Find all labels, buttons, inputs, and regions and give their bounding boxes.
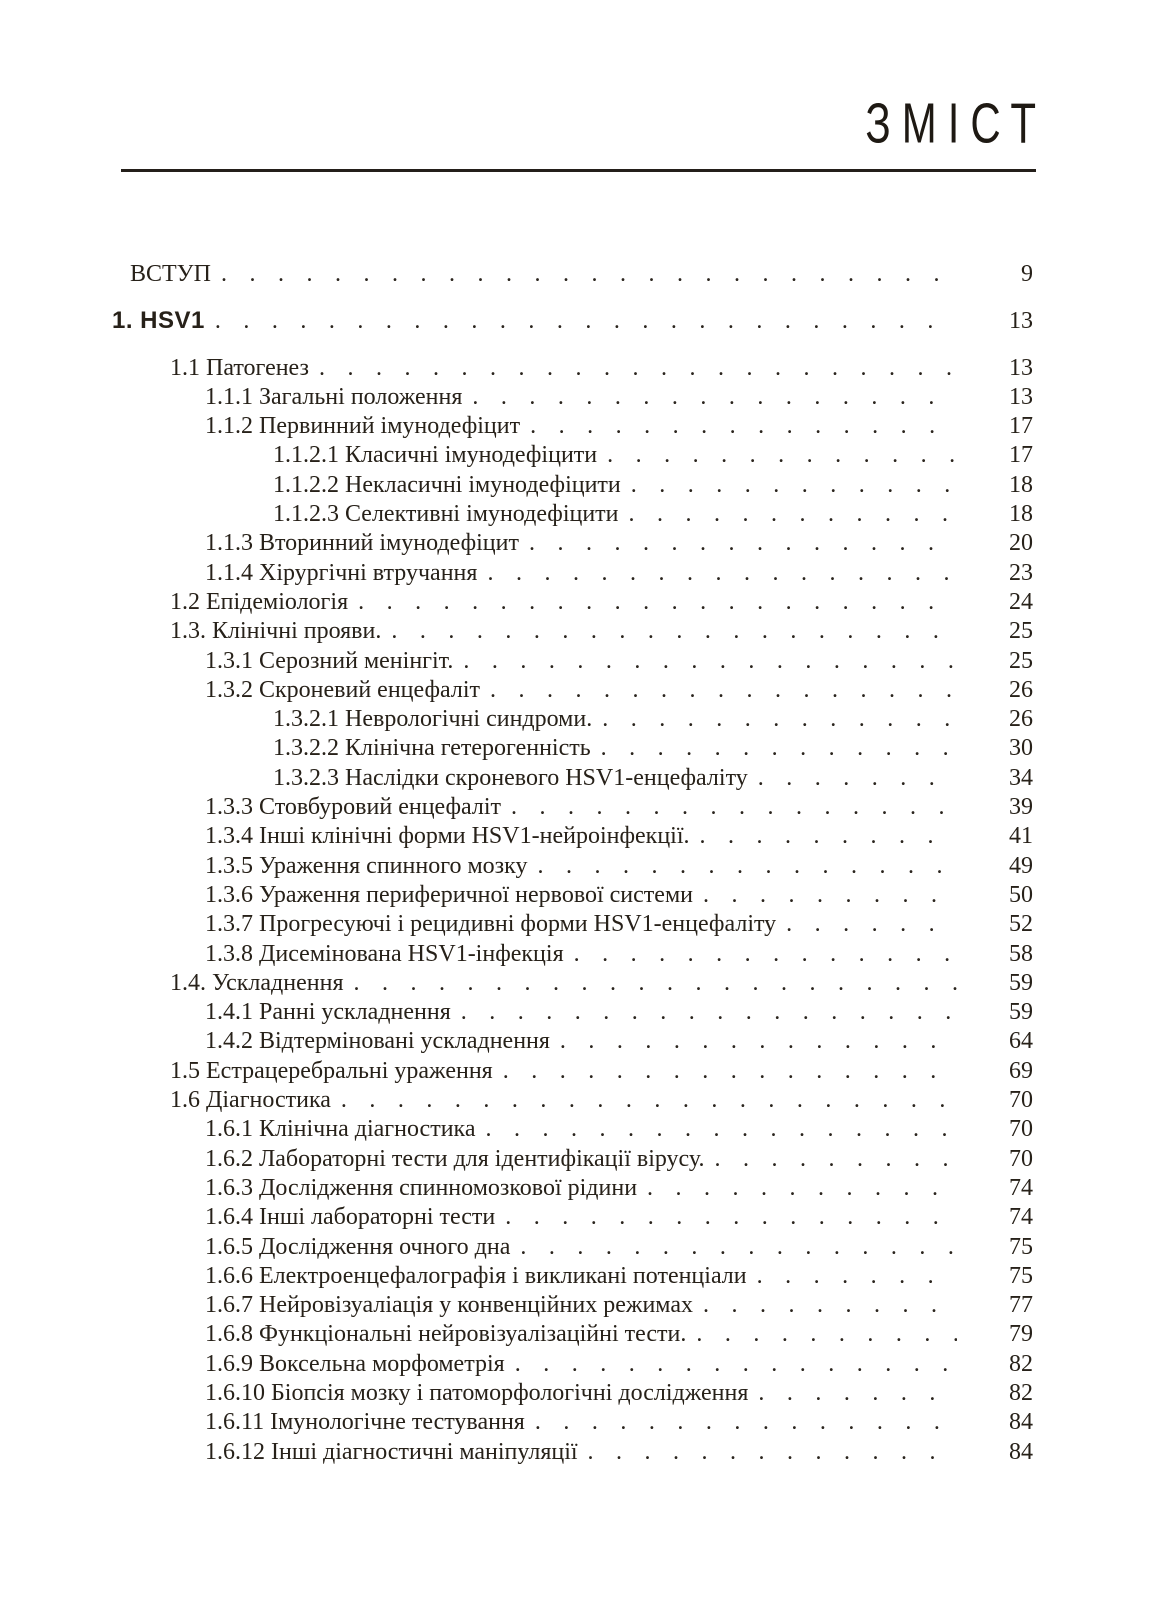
dot-leader	[511, 793, 957, 822]
toc-entry	[112, 647, 1033, 676]
dot-leader	[537, 852, 957, 881]
toc-entry	[112, 852, 1033, 881]
toc-entry-page: 30	[1009, 735, 1033, 762]
toc-entry-page: 59	[1009, 969, 1033, 996]
dot-leader	[714, 1145, 957, 1174]
toc-entry-label: 1.6.6 Електроенцефалографія і викликані потенціали	[205, 1262, 747, 1289]
dot-leader	[529, 529, 957, 558]
toc-entry-page: 84	[1009, 1438, 1033, 1465]
dot-leader	[221, 260, 957, 289]
toc-entry-page: 70	[1009, 1116, 1033, 1143]
toc-entry-page: 20	[1009, 530, 1033, 557]
toc-entry	[112, 1115, 1033, 1144]
toc-entry	[112, 705, 1033, 734]
dot-leader	[485, 1115, 957, 1144]
dot-leader	[607, 441, 957, 470]
dot-leader	[530, 412, 957, 441]
toc-entry-label: 1.3.2 Скроневий енцефаліт	[205, 676, 481, 703]
title-line	[121, 91, 1047, 156]
toc-entry-page: 79	[1009, 1321, 1033, 1348]
toc-entry-label: 1.6.3 Дослідження спинномозкової рідини	[205, 1174, 638, 1201]
toc-entry-page: 82	[1009, 1379, 1033, 1406]
toc-entry-label: 1.6.12 Інші діагностичні маніпуляції	[205, 1438, 578, 1465]
page-title: ЗМІСТ	[865, 91, 1047, 155]
dot-leader	[461, 998, 957, 1027]
dot-leader	[631, 471, 957, 500]
toc-entry	[112, 471, 1033, 500]
toc-entry-page: 26	[1009, 676, 1033, 703]
dot-leader	[758, 1379, 957, 1408]
toc-entry-page: 64	[1009, 1028, 1033, 1055]
toc-entry	[112, 500, 1033, 529]
dot-leader	[629, 500, 957, 529]
toc-entry-label: 1.3.2.3 Наслідки скроневого HSV1-енцефаліту	[273, 764, 748, 791]
toc-entry	[112, 1145, 1033, 1174]
dot-leader	[647, 1174, 957, 1203]
toc-entry	[112, 588, 1033, 617]
dot-leader	[505, 1203, 957, 1232]
toc-entry	[112, 1408, 1033, 1437]
toc-entry-label: 1.1 Патогенез	[170, 354, 309, 381]
toc-entry	[112, 441, 1033, 470]
toc-entry-page: 34	[1009, 764, 1033, 791]
dot-leader	[758, 764, 957, 793]
toc-entry-label: 1.4. Ускладнення	[170, 969, 344, 996]
toc-entry	[112, 1027, 1033, 1056]
toc-entry	[112, 383, 1033, 412]
toc-entry-page: 13	[1009, 354, 1033, 381]
dot-leader	[602, 705, 957, 734]
toc-entry-page: 25	[1009, 618, 1033, 645]
toc-entry	[112, 940, 1033, 969]
page-header	[121, 0, 1047, 172]
toc-entry-page: 24	[1009, 588, 1033, 615]
toc-entry-label: 1.3.2.2 Клінічна гетерогенність	[273, 735, 591, 762]
toc-entry-label: 1.6.5 Дослідження очного дна	[205, 1233, 511, 1260]
toc-entry-page: 18	[1009, 501, 1033, 528]
toc-entry	[112, 1057, 1033, 1086]
toc-entry-page: 49	[1009, 852, 1033, 879]
dot-leader	[319, 354, 957, 383]
dot-leader	[703, 881, 957, 910]
toc-entry-label: 1.3.7 Прогресуючі і рецидивні форми HSV1-енцефаліту	[205, 911, 777, 938]
toc-entry	[112, 1203, 1033, 1232]
toc-entry	[112, 822, 1033, 851]
toc-entry	[112, 617, 1033, 646]
dot-leader	[560, 1027, 957, 1056]
toc-entry	[112, 734, 1033, 763]
toc-entry	[112, 412, 1033, 441]
toc-entry-page: 58	[1009, 940, 1033, 967]
toc-entry-page: 13	[1009, 308, 1033, 335]
toc-entry-page: 39	[1009, 794, 1033, 821]
toc-entry-page: 77	[1009, 1292, 1033, 1319]
dot-leader	[472, 383, 957, 412]
toc-entry-label: 1.1.4 Хірургічні втручання	[205, 559, 478, 586]
toc-entry-page: 74	[1009, 1174, 1033, 1201]
toc-entry-page: 18	[1009, 471, 1033, 498]
toc-entry-page: 82	[1009, 1350, 1033, 1377]
dot-leader	[696, 1320, 957, 1349]
dot-leader	[574, 940, 957, 969]
dot-leader	[391, 617, 957, 646]
toc-entry-label: 1.3.1 Серозний менінгіт.	[205, 647, 454, 674]
toc-entry-label: 1.5 Естрацеребральні ураження	[170, 1057, 493, 1084]
toc-entry-page: 70	[1009, 1145, 1033, 1172]
toc-entry	[112, 969, 1033, 998]
dot-leader	[588, 1438, 957, 1467]
toc-entry	[112, 306, 1033, 336]
toc-entry-page: 17	[1009, 413, 1033, 440]
toc-entry	[112, 260, 1033, 289]
toc-entry-label: 1.1.2.3 Селективні імунодефіцити	[273, 501, 619, 528]
toc-entry-label: 1.3. Клінічні прояви.	[170, 618, 382, 645]
toc-entry-label: 1.6.4 Інші лабораторні тести	[205, 1204, 496, 1231]
toc-entry-label: 1.4.1 Ранні ускладнення	[205, 999, 451, 1026]
toc-entry-label: 1.6.11 Імунологічне тестування	[205, 1409, 525, 1436]
dot-leader	[535, 1408, 957, 1437]
toc-entry-label: 1.1.2 Первинний імунодефіцит	[205, 413, 521, 440]
toc-entry	[112, 1233, 1033, 1262]
toc-entry	[112, 1379, 1033, 1408]
toc-entry-page: 75	[1009, 1233, 1033, 1260]
toc-entry-label: 1.1.2.2 Некласичні імунодефіцити	[273, 471, 621, 498]
toc-entry-label: 1.1.2.1 Класичні імунодефіцити	[273, 442, 598, 469]
toc-entry-label: 1.6.7 Нейровізуаліація у конвенційних режимах	[205, 1292, 693, 1319]
toc-entry-page: 25	[1009, 647, 1033, 674]
toc-entry	[112, 1320, 1033, 1349]
toc-entry-label: 1.6.10 Біопсія мозку і патоморфологічні дослідження	[205, 1379, 749, 1406]
toc-entry-label: 1.4.2 Відтерміновані ускладнення	[205, 1028, 550, 1055]
toc-entry-label: 1.6.1 Клінічна діагностика	[205, 1116, 476, 1143]
toc-entry	[112, 1438, 1033, 1467]
toc-entry-page: 26	[1009, 706, 1033, 733]
dot-leader	[757, 1262, 957, 1291]
dot-leader	[353, 969, 957, 998]
toc-entry	[112, 1291, 1033, 1320]
toc-entry	[112, 793, 1033, 822]
toc-entry-label: 1.3.2.1 Неврологічні синдроми.	[273, 706, 593, 733]
toc-entry-label: ВСТУП	[130, 261, 211, 287]
dot-leader	[786, 910, 957, 939]
toc-entry	[112, 1350, 1033, 1379]
toc-entry	[112, 1262, 1033, 1291]
toc-entry-label: 1.6.9 Воксельна морфометрія	[205, 1350, 505, 1377]
toc-entry-label: 1.1.1 Загальні положення	[205, 383, 463, 410]
toc-entry-label: 1.1.3 Вторинний імунодефіцит	[205, 530, 519, 557]
dot-leader	[358, 588, 957, 617]
dot-leader	[503, 1057, 957, 1086]
toc-entry-page: 75	[1009, 1262, 1033, 1289]
toc-entry	[112, 529, 1033, 558]
dot-leader	[215, 307, 957, 336]
toc-list	[112, 172, 1033, 1467]
toc-entry-page: 17	[1009, 442, 1033, 469]
toc-entry	[112, 676, 1033, 705]
toc-entry	[112, 998, 1033, 1027]
dot-leader	[341, 1086, 957, 1115]
toc-entry-page: 50	[1009, 881, 1033, 908]
dot-leader	[601, 734, 957, 763]
dot-leader	[520, 1233, 957, 1262]
toc-entry	[112, 354, 1033, 383]
toc-entry-page: 74	[1009, 1204, 1033, 1231]
toc-entry-label: 1.6.2 Лабораторні тести для ідентифікації вірусу.	[205, 1145, 705, 1172]
toc-entry	[112, 559, 1033, 588]
toc-entry-label: 1. HSV1	[112, 307, 205, 335]
toc-entry-page: 41	[1009, 823, 1033, 850]
toc-entry	[112, 764, 1033, 793]
toc-entry	[112, 881, 1033, 910]
toc-entry-label: 1.2 Епідеміологія	[170, 588, 349, 615]
toc-entry-page: 69	[1009, 1057, 1033, 1084]
toc-entry-page: 70	[1009, 1087, 1033, 1114]
toc-entry-page: 52	[1009, 911, 1033, 938]
toc-entry-label: 1.3.8 Дисемінована HSV1-інфекція	[205, 940, 564, 967]
toc-entry-label: 1.3.5 Ураження спинного мозку	[205, 852, 528, 879]
toc-entry	[112, 1174, 1033, 1203]
toc-entry-label: 1.3.4 Інші клінічні форми HSV1-нейроінфекції.	[205, 823, 690, 850]
toc-entry-label: 1.6 Діагностика	[170, 1087, 331, 1114]
toc-entry-label: 1.6.8 Функціональні нейровізуалізаційні тести.	[205, 1321, 687, 1348]
toc-entry-label: 1.3.6 Ураження периферичної нервової системи	[205, 881, 693, 908]
toc-entry-page: 9	[1021, 261, 1033, 287]
toc-entry-label: 1.3.3 Стовбуровий енцефаліт	[205, 794, 502, 821]
toc-entry-page: 59	[1009, 999, 1033, 1026]
toc-entry	[112, 1086, 1033, 1115]
toc-entry-page: 23	[1009, 559, 1033, 586]
toc-entry	[112, 910, 1033, 939]
dot-leader	[487, 559, 957, 588]
dot-leader	[463, 647, 957, 676]
dot-leader	[700, 822, 958, 851]
dot-leader	[490, 676, 957, 705]
toc-entry-page: 13	[1009, 383, 1033, 410]
dot-leader	[515, 1350, 957, 1379]
dot-leader	[703, 1291, 957, 1320]
toc-entry-page: 84	[1009, 1409, 1033, 1436]
